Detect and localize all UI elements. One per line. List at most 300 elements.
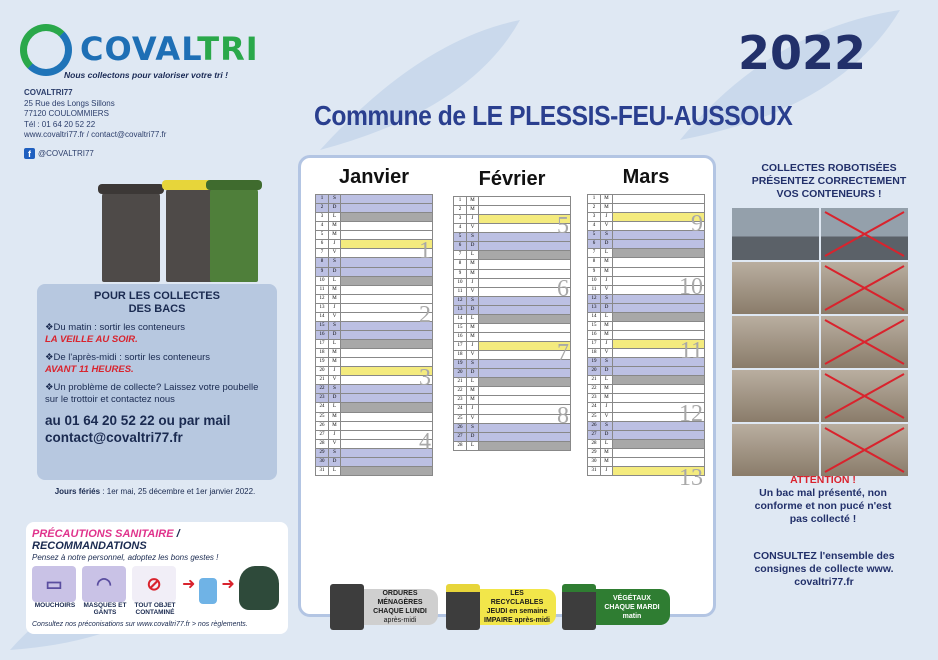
photo-incorrect-street bbox=[821, 208, 908, 260]
masks-item: ◠ MASQUES ET GANTS bbox=[82, 566, 128, 616]
day-number: 12 bbox=[315, 295, 329, 303]
day-letter: M bbox=[467, 260, 479, 268]
day-letter: D bbox=[329, 458, 341, 466]
day-number: 25 bbox=[453, 415, 467, 423]
day-cell bbox=[479, 442, 571, 450]
day-cell bbox=[613, 240, 705, 248]
day-number: 1 bbox=[315, 195, 329, 203]
day-letter: M bbox=[329, 349, 341, 357]
brand-name: COVALTRI bbox=[80, 30, 259, 68]
day-number: 17 bbox=[453, 342, 467, 350]
day-letter: L bbox=[601, 249, 613, 257]
day-row bbox=[315, 349, 433, 358]
day-letter: M bbox=[467, 197, 479, 205]
week-number: 3 bbox=[419, 365, 431, 392]
day-letter: V bbox=[329, 313, 341, 321]
year-title: 2022 bbox=[738, 26, 867, 80]
day-letter: M bbox=[467, 396, 479, 404]
cross-icon bbox=[821, 424, 908, 476]
day-letter: J bbox=[329, 367, 341, 375]
recycle-logo-icon bbox=[20, 24, 72, 76]
day-letter: J bbox=[467, 215, 479, 223]
day-cell bbox=[613, 431, 705, 439]
photo-correct-street bbox=[732, 208, 819, 260]
day-cell bbox=[479, 197, 571, 205]
collection-instructions bbox=[37, 284, 277, 480]
day-letter: D bbox=[467, 433, 479, 441]
day-number: 16 bbox=[453, 333, 467, 341]
day-cell bbox=[341, 394, 433, 402]
phone-line: Tél : 01 64 20 52 22 bbox=[24, 119, 96, 129]
day-letter: M bbox=[601, 385, 613, 393]
day-number: 29 bbox=[587, 449, 601, 457]
week-number: 10 bbox=[679, 274, 703, 301]
leaf-decoration bbox=[300, 0, 938, 160]
day-row bbox=[587, 385, 705, 394]
mask-icon: ◠ bbox=[82, 566, 126, 602]
day-cell bbox=[341, 349, 433, 357]
day-cell bbox=[613, 249, 705, 257]
day-letter: V bbox=[329, 249, 341, 257]
day-cell bbox=[479, 387, 571, 395]
day-letter: V bbox=[467, 415, 479, 423]
day-row bbox=[315, 286, 433, 295]
day-number: 5 bbox=[453, 233, 467, 241]
day-row bbox=[587, 304, 705, 313]
day-row bbox=[315, 213, 433, 222]
day-number: 30 bbox=[587, 458, 601, 466]
day-letter: S bbox=[329, 258, 341, 266]
facebook-link[interactable] bbox=[24, 148, 94, 159]
day-number: 2 bbox=[587, 204, 601, 212]
day-cell bbox=[613, 304, 705, 312]
day-number: 11 bbox=[453, 288, 467, 296]
day-number: 20 bbox=[587, 367, 601, 375]
brand-tagline: Nous collectons pour valoriser votre tri ! bbox=[64, 70, 228, 80]
day-cell bbox=[613, 440, 705, 448]
day-row bbox=[453, 224, 571, 233]
day-number: 14 bbox=[453, 315, 467, 323]
legend-vegetaux-label: VÉGÉTAUX CHAQUE MARDI matin bbox=[586, 589, 670, 625]
day-letter: J bbox=[601, 403, 613, 411]
day-letter: M bbox=[601, 258, 613, 266]
day-row bbox=[453, 206, 571, 215]
day-row bbox=[315, 394, 433, 403]
org-name: COVALTRI77 bbox=[24, 88, 73, 97]
day-letter: D bbox=[601, 240, 613, 248]
day-row bbox=[587, 222, 705, 231]
contaminated-item: ⊘ TOUT OBJET CONTAMINÉ bbox=[132, 566, 178, 616]
legend-vegetaux bbox=[562, 582, 670, 632]
day-number: 21 bbox=[587, 376, 601, 384]
day-row bbox=[453, 297, 571, 306]
day-number: 7 bbox=[587, 249, 601, 257]
day-cell bbox=[613, 376, 705, 384]
day-number: 11 bbox=[587, 286, 601, 294]
day-row bbox=[315, 440, 433, 449]
day-number: 18 bbox=[453, 351, 467, 359]
day-number: 31 bbox=[315, 467, 329, 475]
day-cell bbox=[341, 204, 433, 212]
problem-instruction: ❖Un problème de collecte? Laissez votre poubelle sur le trottoir et contactez nous bbox=[45, 382, 259, 405]
day-letter: D bbox=[329, 268, 341, 276]
day-number: 5 bbox=[315, 231, 329, 239]
day-letter: V bbox=[329, 376, 341, 384]
day-letter: D bbox=[601, 431, 613, 439]
day-cell bbox=[479, 369, 571, 377]
day-row bbox=[315, 431, 433, 440]
day-row bbox=[587, 213, 705, 222]
day-row bbox=[315, 258, 433, 267]
day-number: 21 bbox=[453, 378, 467, 386]
day-row bbox=[315, 340, 433, 349]
day-number: 8 bbox=[587, 258, 601, 266]
day-number: 17 bbox=[315, 340, 329, 348]
day-row bbox=[315, 403, 433, 412]
day-letter: M bbox=[601, 449, 613, 457]
day-letter: L bbox=[467, 442, 479, 450]
day-number: 24 bbox=[587, 403, 601, 411]
day-letter: L bbox=[467, 378, 479, 386]
day-number: 12 bbox=[453, 297, 467, 305]
day-number: 4 bbox=[587, 222, 601, 230]
day-letter: L bbox=[329, 213, 341, 221]
week-number: 9 bbox=[691, 211, 703, 237]
day-number: 5 bbox=[587, 231, 601, 239]
day-letter: V bbox=[467, 224, 479, 232]
day-row bbox=[453, 197, 571, 206]
afternoon-instruction: ❖De l'après-midi : sortir les conteneurs AVANT 11 HEURES. bbox=[45, 352, 211, 375]
calendar-panel bbox=[298, 155, 716, 617]
photo-incorrect-spacing bbox=[821, 262, 908, 314]
day-row bbox=[315, 313, 433, 322]
day-letter: M bbox=[467, 387, 479, 395]
cross-icon bbox=[821, 316, 908, 368]
day-row bbox=[587, 195, 705, 204]
day-row bbox=[587, 449, 705, 458]
day-number: 31 bbox=[587, 467, 601, 475]
day-number: 29 bbox=[315, 449, 329, 457]
day-letter: J bbox=[329, 240, 341, 248]
day-number: 19 bbox=[453, 360, 467, 368]
day-letter: D bbox=[329, 204, 341, 212]
arrow-icon: ➜ bbox=[182, 576, 196, 593]
day-letter: D bbox=[329, 331, 341, 339]
day-row bbox=[315, 277, 433, 286]
legend-recyclables-label: LES RECYCLABLES JEUDI en semaine IMPAIRE après-midi bbox=[470, 589, 556, 625]
day-letter: S bbox=[467, 233, 479, 241]
day-letter: M bbox=[329, 295, 341, 303]
day-cell bbox=[613, 385, 705, 393]
day-row bbox=[315, 422, 433, 431]
day-cell bbox=[341, 331, 433, 339]
day-cell bbox=[341, 413, 433, 421]
day-number: 20 bbox=[453, 369, 467, 377]
day-number: 6 bbox=[453, 242, 467, 250]
day-row bbox=[587, 431, 705, 440]
day-row bbox=[453, 424, 571, 433]
day-number: 25 bbox=[315, 413, 329, 421]
day-row bbox=[453, 242, 571, 251]
address-line: 77120 COULOMMIERS bbox=[24, 109, 109, 118]
day-number: 8 bbox=[315, 258, 329, 266]
week-number: 2 bbox=[419, 301, 431, 328]
day-letter: M bbox=[601, 322, 613, 330]
grey-bin-icon bbox=[330, 584, 364, 630]
day-letter: M bbox=[601, 331, 613, 339]
robot-collection-title: COLLECTES ROBOTISÉES PRÉSENTEZ CORRECTEMENT VOS CONTENEURS ! bbox=[751, 162, 907, 200]
consult-note: CONSULTEZ l'ensemble des consignes de collecte www. covaltri77.fr bbox=[753, 550, 895, 588]
day-letter: L bbox=[467, 251, 479, 259]
day-row bbox=[587, 240, 705, 249]
day-letter: V bbox=[467, 288, 479, 296]
photo-incorrect-lid bbox=[821, 316, 908, 368]
day-row bbox=[453, 260, 571, 269]
day-cell bbox=[341, 277, 433, 285]
day-cell bbox=[613, 322, 705, 330]
address-line: 25 Rue des Longs Sillons bbox=[24, 98, 115, 108]
day-number: 16 bbox=[315, 331, 329, 339]
day-number: 22 bbox=[587, 385, 601, 393]
day-letter: M bbox=[601, 458, 613, 466]
day-number: 26 bbox=[315, 422, 329, 430]
day-row bbox=[453, 306, 571, 315]
day-cell bbox=[341, 222, 433, 230]
month-january bbox=[315, 162, 433, 476]
day-number: 2 bbox=[315, 204, 329, 212]
day-letter: S bbox=[467, 424, 479, 432]
day-number: 8 bbox=[453, 260, 467, 268]
day-number: 3 bbox=[453, 215, 467, 223]
day-letter: D bbox=[601, 367, 613, 375]
day-row bbox=[453, 387, 571, 396]
day-cell bbox=[479, 315, 571, 323]
day-letter: V bbox=[601, 349, 613, 357]
day-letter: M bbox=[467, 270, 479, 278]
day-cell bbox=[479, 242, 571, 250]
day-row bbox=[453, 215, 571, 224]
month-february bbox=[453, 164, 571, 451]
week-number: 13 bbox=[679, 464, 703, 491]
cross-icon bbox=[821, 208, 908, 260]
day-number: 7 bbox=[453, 251, 467, 259]
day-row bbox=[453, 324, 571, 333]
day-letter: D bbox=[467, 242, 479, 250]
day-number: 28 bbox=[315, 440, 329, 448]
day-letter: M bbox=[467, 333, 479, 341]
day-letter: J bbox=[601, 340, 613, 348]
day-row bbox=[315, 467, 433, 476]
day-number: 19 bbox=[587, 358, 601, 366]
day-number: 1 bbox=[453, 197, 467, 205]
day-number: 9 bbox=[453, 270, 467, 278]
day-row bbox=[453, 405, 571, 414]
contact-phone: au 01 64 20 52 22 ou par mail bbox=[45, 413, 231, 428]
day-number: 10 bbox=[315, 277, 329, 285]
day-number: 11 bbox=[315, 286, 329, 294]
day-letter: L bbox=[329, 467, 341, 475]
day-cell bbox=[479, 433, 571, 441]
day-letter: M bbox=[329, 222, 341, 230]
grey-bin-icon bbox=[102, 192, 160, 282]
day-letter: J bbox=[329, 304, 341, 312]
day-cell bbox=[613, 313, 705, 321]
week-number: 8 bbox=[557, 403, 569, 430]
day-number: 4 bbox=[315, 222, 329, 230]
day-letter: J bbox=[329, 431, 341, 439]
web-contact-line[interactable]: www.covaltri77.fr / contact@covaltri77.fr bbox=[24, 130, 167, 139]
day-letter: L bbox=[601, 313, 613, 321]
month-title: Février bbox=[478, 168, 546, 190]
day-letter: D bbox=[467, 369, 479, 377]
day-row bbox=[315, 449, 433, 458]
morning-instruction: ❖Du matin : sortir les conteneurs LA VEILLE AU SOIR. bbox=[45, 322, 185, 345]
day-cell bbox=[479, 378, 571, 386]
small-bag-icon bbox=[199, 578, 217, 604]
week-number: 7 bbox=[557, 339, 569, 366]
day-row bbox=[587, 313, 705, 322]
day-letter: V bbox=[601, 286, 613, 294]
day-row bbox=[453, 288, 571, 297]
precautions-subtitle: Pensez à notre personnel, adoptez les bons gestes ! bbox=[32, 553, 219, 562]
precautions-footer[interactable]: Consultez nos préconisations sur www.covaltri77.fr > nos règlements. bbox=[32, 621, 248, 628]
day-number: 12 bbox=[587, 295, 601, 303]
day-number: 1 bbox=[587, 195, 601, 203]
day-letter: M bbox=[467, 206, 479, 214]
day-number: 19 bbox=[315, 358, 329, 366]
day-cell bbox=[613, 258, 705, 266]
day-row bbox=[315, 458, 433, 467]
day-letter: S bbox=[601, 231, 613, 239]
day-letter: M bbox=[601, 204, 613, 212]
day-row bbox=[587, 204, 705, 213]
day-letter: M bbox=[601, 394, 613, 402]
day-number: 17 bbox=[587, 340, 601, 348]
day-letter: L bbox=[467, 315, 479, 323]
day-letter: S bbox=[601, 358, 613, 366]
day-number: 4 bbox=[453, 224, 467, 232]
day-letter: M bbox=[329, 358, 341, 366]
photo-incorrect-orientation bbox=[821, 370, 908, 422]
photo-correct-lid bbox=[732, 316, 819, 368]
day-row bbox=[453, 333, 571, 342]
green-bin-icon bbox=[562, 584, 596, 630]
day-letter: D bbox=[601, 304, 613, 312]
day-number: 22 bbox=[315, 385, 329, 393]
instructions-title: POUR LES COLLECTES DES BACS bbox=[94, 290, 220, 315]
day-row bbox=[453, 315, 571, 324]
day-number: 10 bbox=[587, 277, 601, 285]
day-number: 2 bbox=[453, 206, 467, 214]
day-number: 26 bbox=[453, 424, 467, 432]
day-row bbox=[315, 304, 433, 313]
day-letter: V bbox=[601, 413, 613, 421]
day-number: 25 bbox=[587, 413, 601, 421]
day-row bbox=[453, 396, 571, 405]
day-cell bbox=[479, 306, 571, 314]
commune-title: Commune de LE PLESSIS-FEU-AUSSOUX bbox=[314, 100, 793, 131]
day-number: 27 bbox=[315, 431, 329, 439]
day-letter: S bbox=[329, 195, 341, 203]
day-cell bbox=[613, 195, 705, 203]
day-number: 23 bbox=[453, 396, 467, 404]
day-row bbox=[315, 249, 433, 258]
day-cell bbox=[613, 367, 705, 375]
day-letter: L bbox=[601, 376, 613, 384]
day-letter: J bbox=[601, 213, 613, 221]
day-cell bbox=[341, 268, 433, 276]
day-number: 24 bbox=[315, 403, 329, 411]
day-number: 24 bbox=[453, 405, 467, 413]
bins-illustration bbox=[96, 172, 266, 282]
day-letter: M bbox=[329, 413, 341, 421]
day-row bbox=[315, 295, 433, 304]
holidays-note: Jours fériés : 1er mai, 25 décembre et 1er janvier 2022. bbox=[54, 487, 256, 496]
day-row bbox=[587, 440, 705, 449]
day-row bbox=[315, 385, 433, 394]
day-row bbox=[315, 358, 433, 367]
day-letter: S bbox=[329, 322, 341, 330]
day-number: 20 bbox=[315, 367, 329, 375]
day-letter: S bbox=[601, 295, 613, 303]
day-number: 14 bbox=[315, 313, 329, 321]
legend-recyclables bbox=[446, 582, 556, 632]
day-cell bbox=[341, 195, 433, 203]
month-title: Janvier bbox=[338, 166, 410, 188]
day-number: 27 bbox=[453, 433, 467, 441]
day-letter: M bbox=[329, 286, 341, 294]
day-row bbox=[453, 270, 571, 279]
day-row bbox=[315, 231, 433, 240]
week-number: 6 bbox=[557, 276, 569, 303]
contact-email[interactable]: contact@covaltri77.fr bbox=[45, 430, 183, 445]
day-number: 14 bbox=[587, 313, 601, 321]
week-number: 11 bbox=[679, 337, 703, 364]
day-row bbox=[453, 351, 571, 360]
day-row bbox=[587, 231, 705, 240]
month-title: Mars bbox=[622, 166, 670, 188]
day-number: 10 bbox=[453, 279, 467, 287]
day-letter: S bbox=[329, 449, 341, 457]
day-number: 9 bbox=[315, 268, 329, 276]
week-number: 1 bbox=[419, 238, 431, 265]
day-letter: L bbox=[601, 440, 613, 448]
day-number: 28 bbox=[587, 440, 601, 448]
day-number: 9 bbox=[587, 268, 601, 276]
day-row bbox=[315, 413, 433, 422]
day-number: 15 bbox=[315, 322, 329, 330]
day-row bbox=[315, 322, 433, 331]
day-row bbox=[453, 251, 571, 260]
day-number: 15 bbox=[587, 322, 601, 330]
day-row bbox=[315, 376, 433, 385]
day-number: 3 bbox=[315, 213, 329, 221]
day-cell bbox=[479, 324, 571, 332]
week-number: 4 bbox=[419, 428, 431, 455]
day-letter: S bbox=[467, 297, 479, 305]
day-cell bbox=[479, 260, 571, 268]
day-number: 28 bbox=[453, 442, 467, 450]
day-row bbox=[453, 360, 571, 369]
photo-correct-spacing bbox=[732, 262, 819, 314]
day-row bbox=[587, 249, 705, 258]
tissues-item: ▭ MOUCHOIRS bbox=[32, 566, 78, 609]
precautions-panel bbox=[26, 522, 288, 634]
day-number: 30 bbox=[315, 458, 329, 466]
day-letter: M bbox=[467, 324, 479, 332]
day-letter: V bbox=[467, 351, 479, 359]
day-cell bbox=[341, 340, 433, 348]
